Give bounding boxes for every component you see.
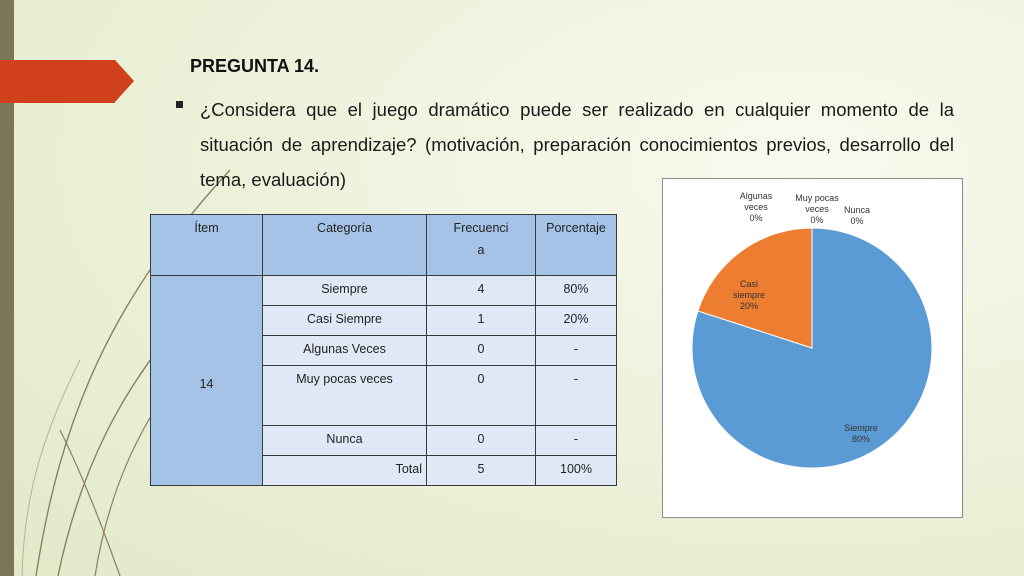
pie-label-algunas-veces: Algunas veces 0% xyxy=(739,191,773,223)
header-porcentaje: Porcentaje xyxy=(536,215,617,276)
frequency-table xyxy=(150,214,617,486)
bullet-square-icon xyxy=(176,101,183,108)
table-header-row xyxy=(151,215,617,276)
porcentaje-cell: - xyxy=(536,366,617,426)
header-frecuencia: Frecuenci a xyxy=(427,215,536,276)
total-porcentaje: 100% xyxy=(536,456,617,486)
frecuencia-cell: 1 xyxy=(427,306,536,336)
pie-chart-box xyxy=(662,178,963,518)
frecuencia-cell: 0 xyxy=(427,366,536,426)
question-text: ¿Considera que el juego dramático puede ser realizado en cualquier momento de la situación de aprendizaje? (motivación, preparación conocimientos previos, desarrollo del tema, evaluación) xyxy=(200,99,954,190)
porcentaje-cell: 20% xyxy=(536,306,617,336)
pie-label-casi-siempre: Casi siempre 20% xyxy=(732,279,766,311)
pie-label-muy-pocas-veces: Muy pocas veces 0% xyxy=(795,193,839,225)
porcentaje-cell: - xyxy=(536,426,617,456)
pie-label-nunca: Nunca 0% xyxy=(843,205,871,226)
categoria-cell: Algunas Veces xyxy=(263,336,427,366)
porcentaje-cell: - xyxy=(536,336,617,366)
pie-label-siempre: Siempre 80% xyxy=(844,423,878,444)
header-item: Ítem xyxy=(151,215,263,276)
pie-chart xyxy=(663,179,962,517)
categoria-cell: Muy pocas veces xyxy=(263,366,427,426)
slide-title: PREGUNTA 14. xyxy=(190,56,320,76)
frecuencia-cell: 4 xyxy=(427,276,536,306)
frecuencia-cell: 0 xyxy=(427,336,536,366)
header-categoria: Categoría xyxy=(263,215,427,276)
categoria-cell: Casi Siempre xyxy=(263,306,427,336)
total-label: Total xyxy=(263,456,427,486)
item-number: 14 xyxy=(151,276,263,486)
table-row xyxy=(151,276,617,306)
total-frecuencia: 5 xyxy=(427,456,536,486)
frecuencia-cell: 0 xyxy=(427,426,536,456)
porcentaje-cell: 80% xyxy=(536,276,617,306)
categoria-cell: Siempre xyxy=(263,276,427,306)
categoria-cell: Nunca xyxy=(263,426,427,456)
